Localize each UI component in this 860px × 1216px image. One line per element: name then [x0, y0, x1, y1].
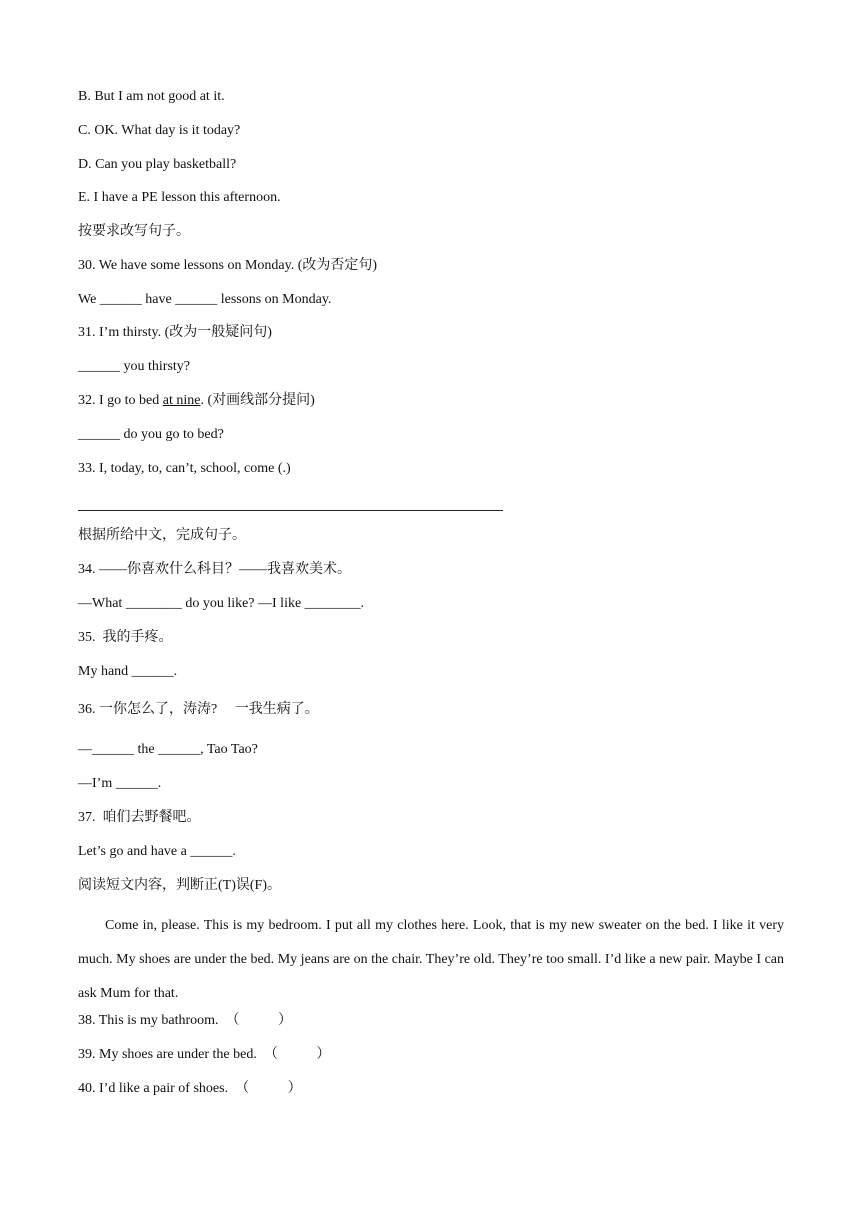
option-e: E. I have a PE lesson this afternoon. — [78, 190, 281, 205]
question-34: 34. ——你喜欢什么科目？——我喜欢美术。 — [78, 562, 351, 577]
question-37: 37. 咱们去野餐吧。 — [78, 810, 201, 825]
question-31: 31. I’m thirsty. (改为一般疑问句) — [78, 325, 272, 340]
section-heading-translate: 根据所给中文，完成句子。 — [78, 528, 246, 543]
question-36: 36. 一你怎么了，涛涛? 一我生病了。 — [78, 702, 319, 717]
option-d: D. Can you play basketball? — [78, 157, 237, 172]
answer-rule-33 — [78, 510, 503, 511]
question-38: 38. This is my bathroom. （ ） — [78, 1013, 293, 1028]
answer-line-37: Let’s go and have a ______. — [78, 844, 236, 859]
answer-line-36b: —I’m ______. — [78, 776, 162, 791]
answer-line-35: My hand ______. — [78, 664, 178, 679]
question-30: 30. We have some lessons on Monday. (改为否定句) — [78, 258, 378, 273]
answer-line-34: —What ________ do you like? —I like ________. — [78, 596, 365, 611]
option-b: B. But I am not good at it. — [78, 89, 225, 104]
question-40: 40. I’d like a pair of shoes. （ ） — [78, 1081, 302, 1096]
answer-line-36a: —______ the ______, Tao Tao? — [78, 742, 258, 757]
question-39: 39. My shoes are under the bed. （ ） — [78, 1047, 331, 1062]
answer-line-30: We ______ have ______ lessons on Monday. — [78, 292, 332, 307]
question-32-text-a: 32. I go to bed — [78, 393, 163, 408]
section-heading-rewrite: 按要求改写句子。 — [78, 224, 190, 239]
option-c: C. OK. What day is it today? — [78, 123, 241, 138]
section-heading-reading: 阅读短文内容，判断正(T)误(F)。 — [78, 878, 281, 893]
question-32 — [78, 392, 315, 410]
question-35: 35. 我的手疼。 — [78, 630, 173, 645]
reading-passage: Come in, please. This is my bedroom. I put all my clothes here. Look, that is my new sweater on the bed. I like it very much. My shoes are under the bed. My jeans are on the chair. They’re old. They’re too small. I’d like a new pair. Maybe I can ask Mum for that. — [78, 918, 784, 1001]
question-33: 33. I, today, to, can’t, school, come (.) — [78, 461, 291, 476]
answer-line-32: ______ do you go to bed? — [78, 427, 224, 442]
answer-line-31: ______ you thirsty? — [78, 359, 190, 374]
question-32-underlined: at nine — [162, 393, 201, 408]
question-32-text-c: . (对画线部分提问) — [200, 393, 315, 408]
